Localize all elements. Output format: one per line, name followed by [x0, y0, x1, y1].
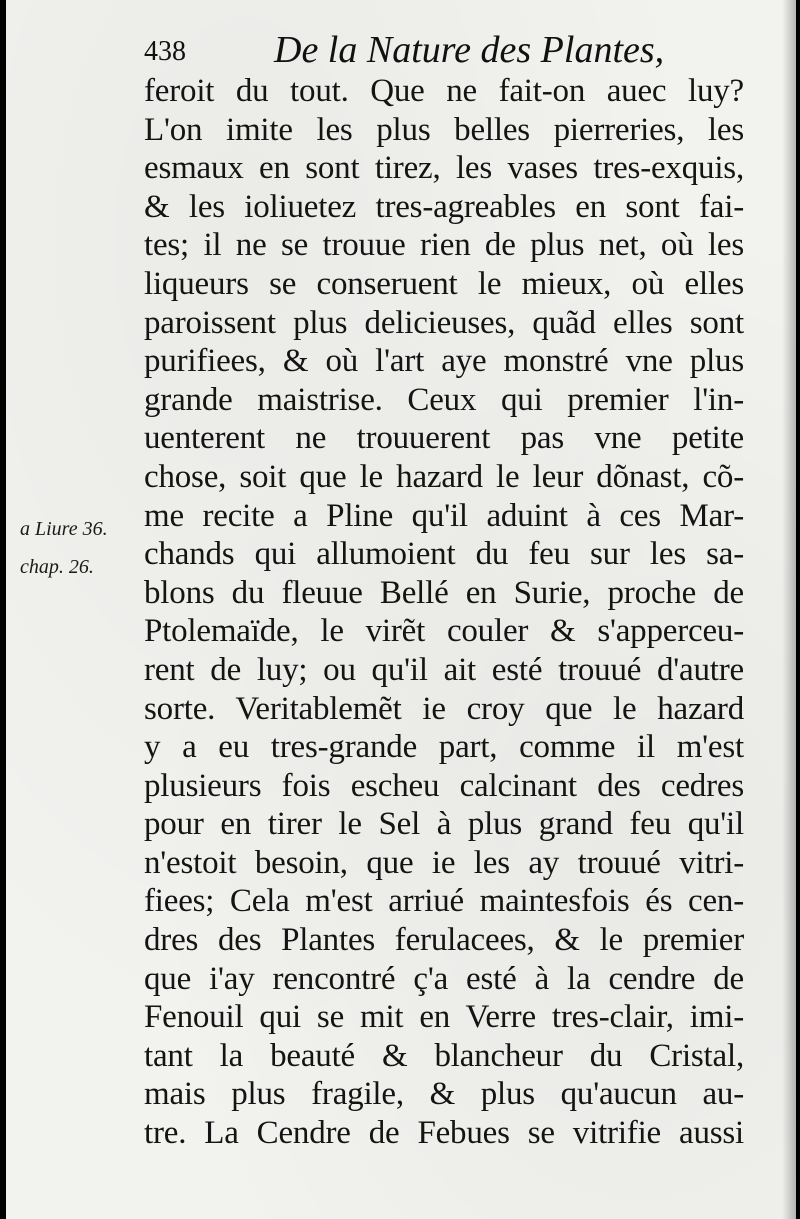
text-line: paroissent plus delicieuses, quãd elles sont [144, 304, 744, 341]
book-page [6, 0, 796, 1219]
text-line: mais plus fragile, & plus qu'aucun au- [144, 1076, 744, 1113]
text-line: que i'ay rencontré ç'a esté à la cendre de [144, 960, 744, 997]
text-line: & les ioliuetez tres-agreables en sont fai- [144, 188, 744, 225]
text-line: blons du fleuue Bellé en Surie, proche de [144, 574, 744, 611]
margin-note: a Liure 36. [20, 518, 108, 540]
page-header [144, 18, 754, 71]
text-line: plusieurs fois escheu calcinant des cedres [144, 767, 744, 804]
text-line: dres des Plantes ferulacees, & le premier [144, 922, 744, 959]
margin-note: chap. 26. [20, 556, 94, 578]
running-title: De la Nature des Plantes, [274, 29, 665, 71]
text-line: me recite a Pline qu'il aduint à ces Mar- [144, 497, 744, 534]
page-number: 438 [144, 36, 186, 67]
text-line: esmaux en sont tirez, les vases tres-exquis, [144, 150, 744, 187]
text-line: y a eu tres-grande part, comme il m'est [144, 729, 744, 766]
text-line: tant la beauté & blancheur du Cristal, [144, 1037, 744, 1074]
text-line: L'on imite les plus belles pierreries, les [144, 111, 744, 148]
text-line: purifiees, & où l'art aye monstré vne plus [144, 343, 744, 380]
text-line: chose, soit que le hazard le leur dõnast, cõ- [144, 458, 744, 495]
text-line: rent de luy; ou qu'il ait esté trouué d'autre [144, 651, 744, 688]
text-line: feroit du tout. Que ne fait-on auec luy? [144, 73, 744, 109]
text-line: Ptolemaïde, le virẽt couler & s'apperceu- [144, 613, 744, 650]
text-line: chands qui allumoient du feu sur les sa- [144, 536, 744, 573]
text-line: tre. La Cendre de Febues se vitrifie aussi [144, 1115, 744, 1152]
text-line: grande maistrise. Ceux qui premier l'in- [144, 381, 744, 418]
body-text [144, 72, 744, 1153]
text-line: Fenouil qui se mit en Verre tres-clair, imi- [144, 999, 744, 1036]
text-line: n'estoit besoin, que ie les ay trouué vitri- [144, 844, 744, 881]
text-line: fiees; Cela m'est arriué maintesfois és cen- [144, 883, 744, 920]
text-line: pour en tirer le Sel à plus grand feu qu'il [144, 806, 744, 843]
text-line: sorte. Veritablemẽt ie croy que le hazard [144, 690, 744, 727]
text-line: uenterent ne trouuerent pas vne petite [144, 420, 744, 457]
text-line: tes; il ne se trouue rien de plus net, où les [144, 227, 744, 264]
text-line: liqueurs se conseruent le mieux, où elles [144, 265, 744, 302]
